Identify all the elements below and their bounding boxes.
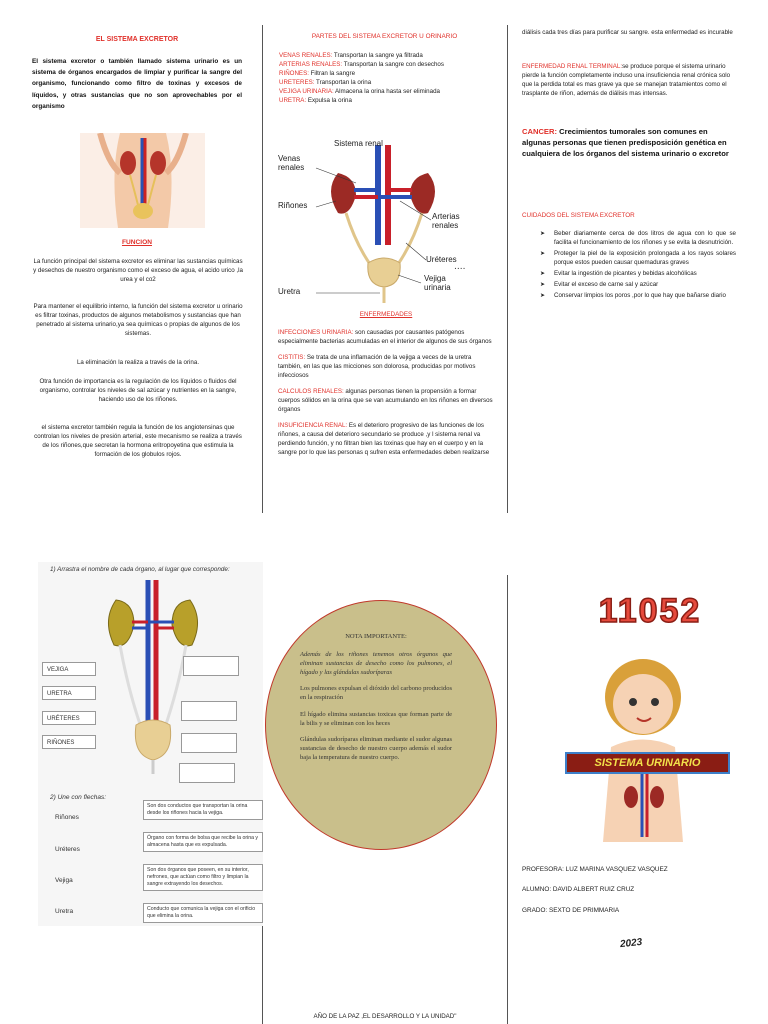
part-desc: Expulsa la orina [306, 96, 352, 104]
disease-desc: Crecimientos tumorales son comunes en algunas personas que tienen predisposición genética en cualquiera de los órganos del sistema urinario o excretor [522, 127, 729, 158]
cover-school-number: 11052 [598, 592, 702, 630]
match-description[interactable]: Son dos conductos que transportan la orina desde los riñones hacia la vejiga. [143, 800, 263, 820]
note-title: NOTA IMPORTANTE: [345, 633, 407, 640]
part-desc: Transportan la sangre con desechos [342, 60, 444, 68]
parts-list [279, 52, 501, 106]
match-name[interactable]: Uréteres [55, 846, 80, 853]
part-item [279, 70, 501, 79]
disease-desc: se produce porque el sistema urinario pierde la función completamente incluso una insuficiencia renal crónica solo que la perdida total es mas grave ya que se manejan tratamientos como el trasplante de riñon, además de diálisis mas intensas. [522, 63, 731, 97]
disease-desc: Se trata de una inflamación de la vejiga a veces de la uretra también, en las que las micciones son dolorosa, producidas por motivos infecciosos [278, 353, 476, 379]
disease-item [278, 388, 496, 415]
cover-child-illustration [563, 652, 733, 842]
match-description[interactable]: Son dos órganos que poseen, en su interior, nefrones, que actúan como filtro y limpian la sangre extrayendo los desechos. [143, 864, 263, 891]
list-item: ➤ Evitar la ingestión de picantes y bebidas alcohólicas [540, 270, 736, 279]
list-item: ➤ Conservar limpios los poros ,por lo que hay que bañarse diario [540, 292, 736, 301]
part-desc: Almacena la orina hasta ser eliminada [333, 87, 440, 95]
diagram-label: Uretra [278, 287, 301, 296]
note-paragraph: El hígado elimina sustancias toxicas que forman parte de la bilis y se eliminan con los heces [300, 710, 452, 727]
funcion-paragraph: La función principal del sistema excretor es eliminar las sustancias químicas y desechos de nuestro organismo como el exceso de agua, el acido urico ,la urea y el co2 [33, 258, 243, 283]
disease-item [278, 354, 496, 381]
footer-motto: AÑO DE LA PAZ ,EL DESARROLLO Y LA UNIDAD" [313, 1013, 457, 1020]
funcion-paragraph: La eliminación la realiza a través de la orina. [76, 359, 200, 366]
part-desc: Transportan la orina [314, 78, 372, 86]
part-term: VENAS RENALES: [279, 52, 333, 59]
part-desc: Filtran la sangre [308, 69, 356, 77]
part-term: ARTERIAS RENALES: [279, 60, 343, 68]
drop-box[interactable] [179, 763, 235, 783]
funcion-heading: FUNCION [121, 239, 153, 246]
dialysis-continuation: diálisis cada tres días para purificar su sangre. esta enfermedad es incurable [522, 29, 733, 36]
worksheet-question-1: 1) Arrastra el nombre de cada órgano, al lugar que corresponde: [50, 566, 230, 573]
diagram-label: Uréteres [426, 255, 457, 264]
important-note [300, 632, 452, 762]
part-item [279, 97, 501, 106]
cover-student: ALUMNO: DAVID ALBERT RUIZ CRUZ [522, 886, 635, 893]
cover-title: SISTEMA URINARIO [594, 757, 701, 769]
disease-term: ENFERMEDAD RENAL TERMINAL: [522, 63, 623, 70]
match-name[interactable]: Vejiga [55, 877, 73, 884]
list-item: ➤ Beber diariamente cerca de dos litros de agua con lo que se facilita el funcionamiento de los riñones y se evita la desnutrición. [540, 230, 736, 248]
col2-title: PARTES DEL SISTEMA EXCRETOR U ORINARIO [311, 33, 458, 40]
note-paragraph: Glándulas sudoríparas eliminan mediante el sudor algunas sustancias de desecho de nuestro cuerpo además el sudor baja la temperatura de nuestro cuerpo. [300, 735, 452, 761]
diagram-label: Arterias renales [432, 212, 460, 230]
cuidados-list [540, 230, 736, 303]
cuidados-heading: CUIDADOS DEL SISTEMA EXCRETOR [522, 212, 635, 219]
drag-label-uretra[interactable]: URETRA [42, 686, 96, 700]
cover-title-banner [565, 752, 730, 774]
drop-box[interactable] [183, 656, 239, 676]
svg-text:....: .... [454, 262, 466, 272]
part-desc: Transportan la sangre ya filtrada [332, 52, 423, 59]
match-description[interactable]: Conducto que comunica la vejiga con el orificio que elimina la orina. [143, 903, 263, 923]
disease-desc: Es el deterioro progresivo de las funciones de los riñones, a causa del deterioro secundario se produce ,y l sistema renal va perdiendo función, y no filtran bien las toxinas que hay en el cuerpo y en la sangre por lo que las personas q sufren esta enfermedades deben realizarse [278, 421, 490, 456]
part-term: VEJIGA URINARIA: [279, 87, 334, 95]
drop-box[interactable] [181, 701, 237, 721]
funcion-paragraph: Otra función de importancia es la regulación de los líquidos o fluidos del organismo, controlar los niveles de sal azúcar y nutrientes en la sangre, haciendo uso de los riñones. [39, 378, 237, 403]
match-description[interactable]: Órgano con forma de bolsa que recibe la orina y almacena hasta que es expulsada. [143, 832, 263, 852]
disease-term: CANCER: [522, 127, 558, 136]
drag-label-rinones[interactable]: RIÑONES [42, 735, 96, 749]
cover-grade: GRADO: SEXTO DE PRIMMARIA [522, 907, 620, 914]
column-divider [262, 25, 263, 513]
part-term: URETERES: [279, 78, 315, 86]
match-name[interactable]: Riñones [55, 814, 79, 821]
col1-intro: El sistema excretor o también llamado sistema urinario es un sistema de órganos encargados de limpiar y purificar la sangre del organismo, funcionando como filtro de toxinas y excesos de líquidos, y otras sustancias que no son aprovechables por el organismo [32, 58, 242, 110]
note-paragraph: Además de los riñones tenemos otros órganos que eliminan sustancias de desecho como los pulmones, el hígado y las glándulas sudoríparas [300, 651, 452, 677]
drag-label-ureteres[interactable]: URÉTERES [42, 711, 96, 725]
terminal-disease [522, 63, 738, 99]
disease-item [278, 329, 496, 347]
col1-title: EL SISTEMA EXCRETOR [95, 36, 179, 43]
drop-box[interactable] [181, 733, 237, 753]
disease-term: INFECCIONES URINARIA: [278, 329, 354, 336]
disease-desc: algunas personas tienen la propensión a formar cuerpos sólidos en la orina que se van acumulando en los riñones en diversos órganos [278, 387, 493, 413]
cover-year: 2023 [619, 936, 643, 951]
note-paragraph: Los pulmones expulsan el dióxido del carbono producidos en la respiración [300, 685, 452, 702]
diagram-label: Riñones [278, 201, 308, 210]
diseases-list [278, 329, 496, 458]
diagram-label: Vejiga urinaria [424, 274, 451, 292]
drag-label-vejiga[interactable]: VEJIGA [42, 662, 96, 676]
part-item [279, 52, 501, 61]
part-term: URETRA: [279, 96, 307, 104]
disease-term: CISTITIS: [278, 353, 306, 361]
enfermedades-heading: ENFERMEDADES [359, 311, 413, 318]
list-item: ➤ Evitar el exceso de carne sal y azúcar [540, 281, 736, 290]
renal-system-diagram [276, 135, 491, 305]
part-item [279, 88, 501, 97]
worksheet-question-2: 2) Une con flechas: [50, 794, 107, 801]
part-term: RIÑONES: [279, 69, 309, 77]
cover-teacher: PROFESORA: LUZ MARINA VASQUEZ VASQUEZ [522, 866, 668, 873]
part-item [279, 61, 501, 70]
match-name[interactable]: Uretra [55, 908, 74, 915]
list-item: ➤ Proteger la piel de la exposición prolongada a los rayos solares porque estos pueden causar quemaduras graves [540, 250, 736, 268]
worksheet [38, 562, 263, 926]
column-divider [262, 925, 263, 1024]
column-divider [507, 25, 508, 513]
funcion-paragraph: el sistema excretor también regula la función de los angiotensinas que controlan los niveles de presión arterial, este mecanismo se realiza a través de los riñones,que secretan la hormona eritropoyetina que estimula la formación de los globulos rojos. [34, 424, 242, 458]
disease-desc: son causadas por causantes patógenos especialmente bacterias acumuladas en el interior de algunos de sus órganos [278, 329, 492, 345]
disease-item [278, 422, 496, 458]
urinary-body-illustration [80, 133, 205, 228]
disease-term: CALCULOS RENALES: [278, 387, 344, 395]
diagram-label: Sistema renal [334, 139, 383, 148]
column-divider [507, 575, 508, 1024]
part-item [279, 79, 501, 88]
diagram-label: Venas renales [278, 154, 305, 172]
funcion-paragraph: Para mantener el equilibrio interno, la función del sistema excretor u orinario es filtrar toxinas, productos de algunos metabolismos y sustancias que han penetrado al sistema urinario,ya sea químicas o propias de algunos de los sistemas. [33, 303, 243, 337]
cancer-paragraph [522, 126, 738, 159]
disease-term: INSUFICIENCIA RENAL: [278, 421, 348, 429]
